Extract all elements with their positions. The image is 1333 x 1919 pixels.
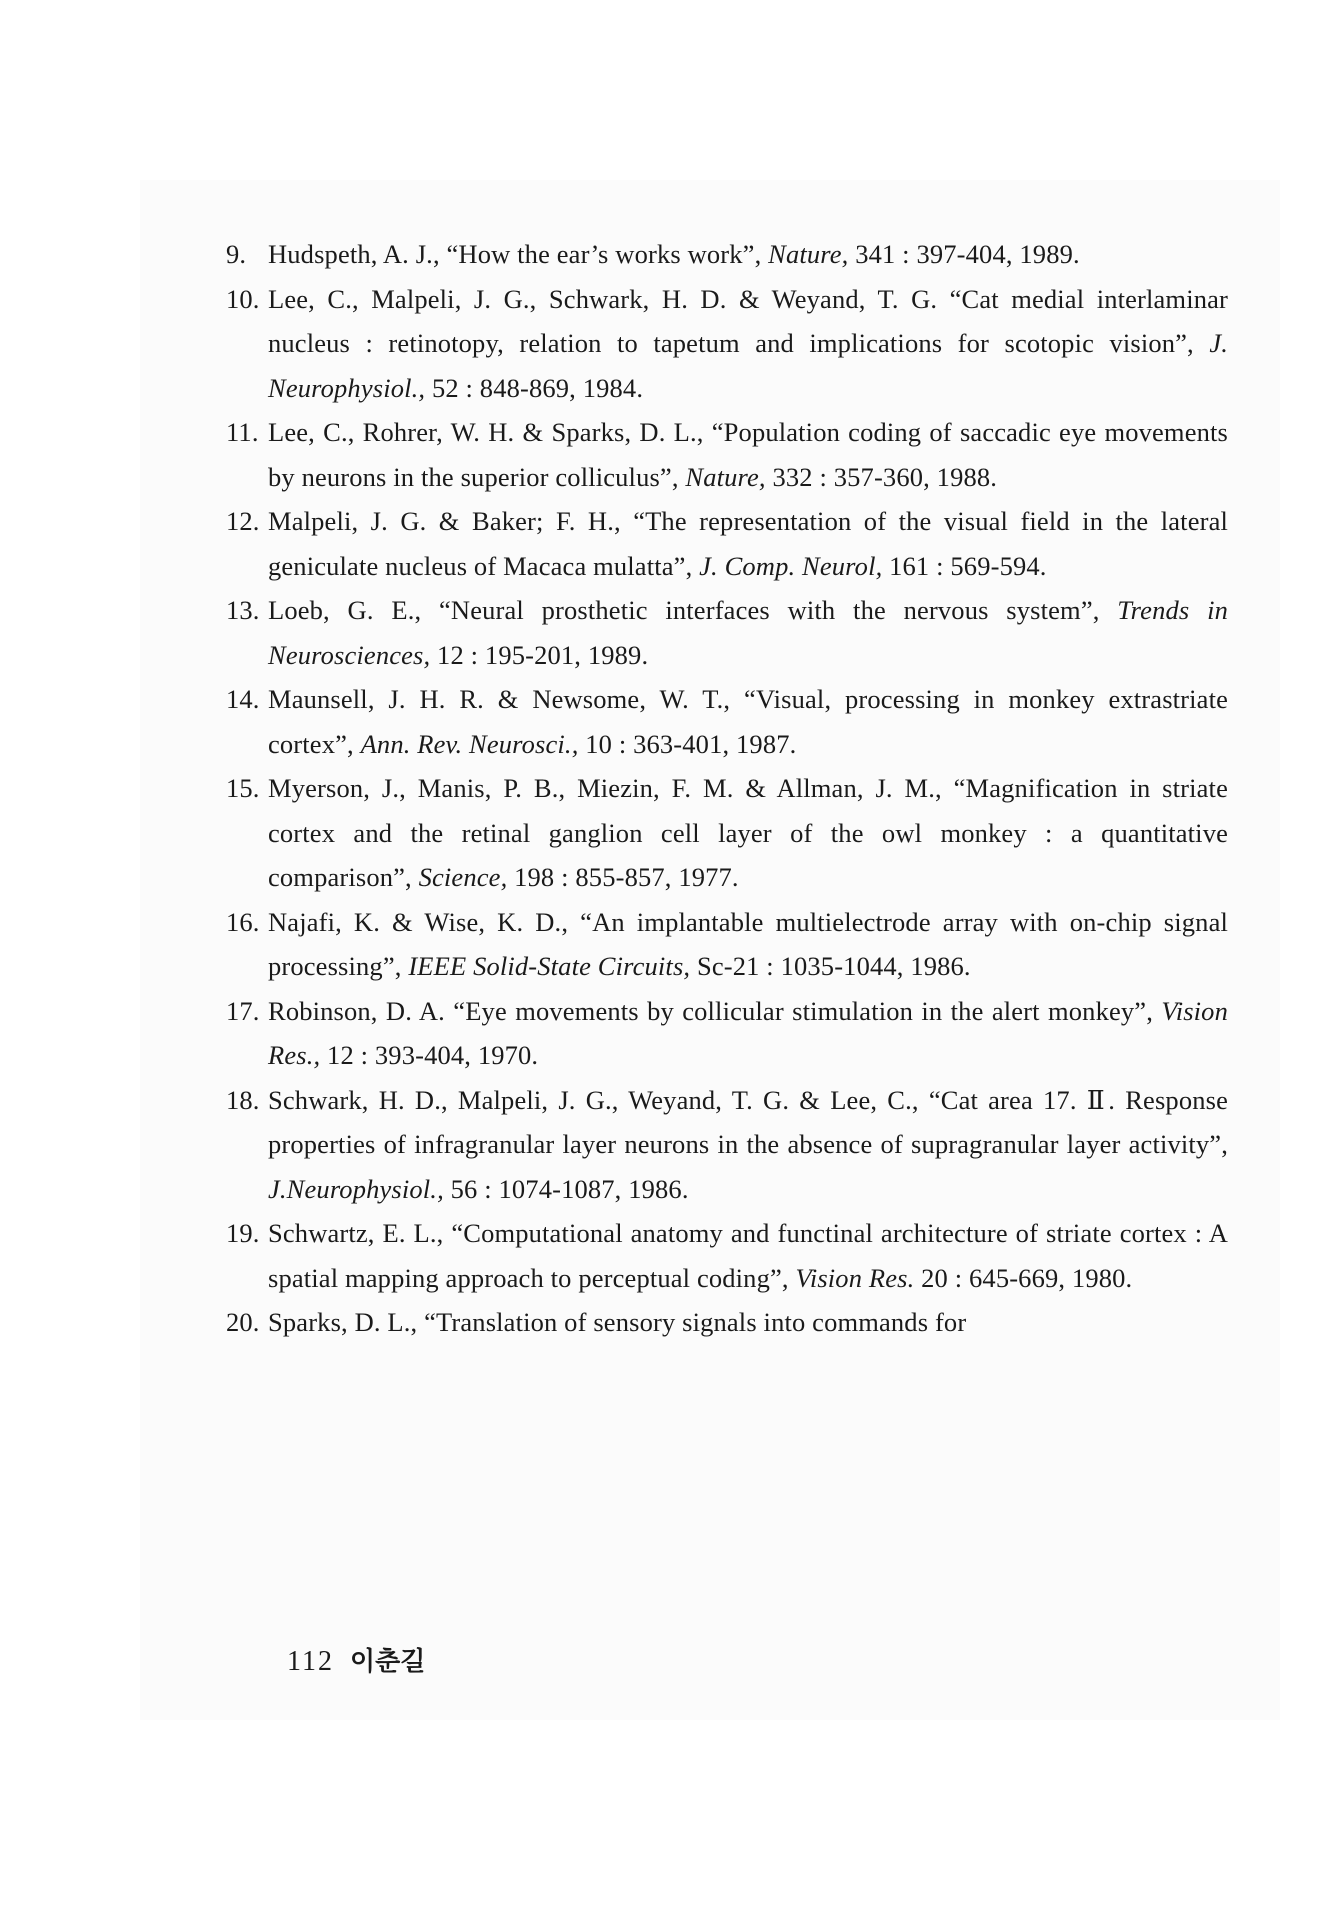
reference-details: Sc-21 : 1035-1044, 1986.	[690, 951, 971, 981]
reference-authors: Maunsell, J. H. R. & Newsome, W. T.,	[268, 684, 745, 714]
reference-authors: Schwark, H. D., Malpeli, J. G., Weyand, T. G. & Lee, C.,	[268, 1084, 929, 1115]
reference-number: 19.	[226, 1218, 260, 1248]
reference-item	[226, 588, 1228, 677]
reference-title: “Magnification in striate cortex and the retinal ganglion cell layer of the owl monkey : a quantitative comparison”,	[268, 773, 1228, 892]
reference-item	[226, 766, 1228, 900]
reference-authors: Loeb, G. E.,	[268, 595, 439, 625]
page-footer	[287, 1641, 425, 1678]
reference-number: 12.	[226, 506, 260, 536]
reference-title: “Cat medial interlaminar nucleus : retinotopy, relation to tapetum and implications for scotopic vision”,	[268, 283, 1228, 358]
reference-details: 198 : 855-857, 1977.	[507, 862, 739, 892]
reference-authors: Lee, C., Malpeli, J. G., Schwark, H. D. & Weyand, T. G.	[268, 283, 950, 314]
reference-item	[226, 1078, 1228, 1212]
reference-item	[226, 677, 1228, 766]
reference-item	[226, 1211, 1228, 1300]
reference-title: “The representation of the visual field in the lateral geniculate nucleus of Macaca mulatta”,	[268, 506, 1229, 581]
reference-number: 15.	[226, 773, 260, 803]
reference-list	[226, 232, 1229, 1345]
reference-item	[226, 989, 1228, 1078]
reference-number: 16.	[226, 906, 260, 937]
reference-item	[226, 499, 1229, 588]
reference-details: 12 : 195-201, 1989.	[430, 639, 649, 670]
reference-journal: Nature,	[685, 461, 766, 492]
reference-authors: Hudspeth, A. J.,	[268, 239, 447, 269]
reference-journal: Ann. Rev. Neurosci.,	[360, 728, 579, 759]
reference-title: “An implantable multielectrode array with on-chip signal processing”,	[268, 906, 1228, 981]
reference-authors: Lee, C., Rohrer, W. H. & Sparks, D. L.,	[268, 417, 712, 447]
reference-title: “Cat area 17. Ⅱ. Response properties of infragranular layer neurons in the absence of supragranular layer activity”,	[268, 1084, 1228, 1159]
reference-journal: Vision Res.	[795, 1262, 915, 1293]
reference-journal: J. Neurophysiol.,	[268, 328, 1228, 403]
reference-authors: Sparks, D. L.,	[268, 1307, 425, 1337]
reference-journal: Trends in Neurosciences,	[268, 595, 1228, 670]
reference-details: 10 : 363-401, 1987.	[578, 728, 797, 759]
reference-title: “Neural prosthetic interfaces with the nervous system”,	[439, 595, 1118, 625]
reference-details: 341 : 397-404, 1989.	[848, 239, 1080, 269]
page-number: 112	[287, 1646, 334, 1677]
reference-item	[226, 900, 1228, 989]
reference-journal: J.Neurophysiol.,	[268, 1173, 444, 1204]
reference-details: 20 : 645-669, 1980.	[914, 1262, 1133, 1293]
reference-details: 52 : 848-869, 1984.	[425, 372, 644, 403]
reference-details: 332 : 357-360, 1988.	[765, 461, 998, 492]
reference-number: 20.	[226, 1307, 260, 1337]
reference-title: “Eye movements by collicular stimulation in the alert monkey”,	[453, 995, 1162, 1026]
reference-journal: IEEE Solid-State Circuits,	[408, 951, 691, 981]
reference-item	[226, 277, 1228, 411]
reference-number: 9.	[226, 239, 247, 269]
reference-number: 17.	[226, 995, 260, 1026]
reference-number: 14.	[226, 684, 260, 714]
reference-details: 161 : 569-594.	[882, 550, 1047, 581]
reference-item	[226, 232, 1228, 277]
reference-authors: Najafi, K. & Wise, K. D.,	[268, 906, 581, 937]
reference-details: 12 : 393-404, 1970.	[320, 1040, 539, 1070]
reference-authors: Malpeli, J. G. & Baker; F. H.,	[268, 506, 634, 536]
reference-details: 56 : 1074-1087, 1986.	[443, 1173, 689, 1204]
reference-number: 10.	[226, 283, 260, 314]
reference-authors: Schwartz, E. L.,	[268, 1218, 452, 1248]
reference-journal: Science,	[418, 862, 508, 892]
reference-journal: Nature,	[768, 239, 849, 269]
author-name: 이춘길	[349, 1647, 426, 1677]
reference-journal: J. Comp. Neurol,	[699, 550, 883, 581]
reference-title: “How the ear’s works work”,	[446, 239, 769, 269]
reference-item	[226, 410, 1228, 499]
reference-title: “Computational anatomy and functinal architecture of striate cortex : A spatial mapping approach to perceptual coding”,	[268, 1218, 1228, 1293]
reference-number: 11.	[226, 417, 259, 447]
reference-number: 13.	[226, 595, 260, 625]
reference-item	[226, 1300, 1228, 1345]
reference-authors: Myerson, J., Manis, P. B., Miezin, F. M. & Allman, J. M.,	[268, 773, 954, 803]
reference-title: “Population coding of saccadic eye movements by neurons in the superior colliculus”,	[268, 417, 1228, 492]
reference-journal: Vision Res.,	[268, 995, 1228, 1070]
reference-number: 18.	[226, 1084, 260, 1115]
reference-title: “Translation of sensory signals into commands for	[424, 1307, 967, 1337]
reference-authors: Robinson, D. A.	[268, 995, 454, 1026]
reference-title: “Visual, processing in monkey extrastriate cortex”,	[268, 684, 1228, 759]
